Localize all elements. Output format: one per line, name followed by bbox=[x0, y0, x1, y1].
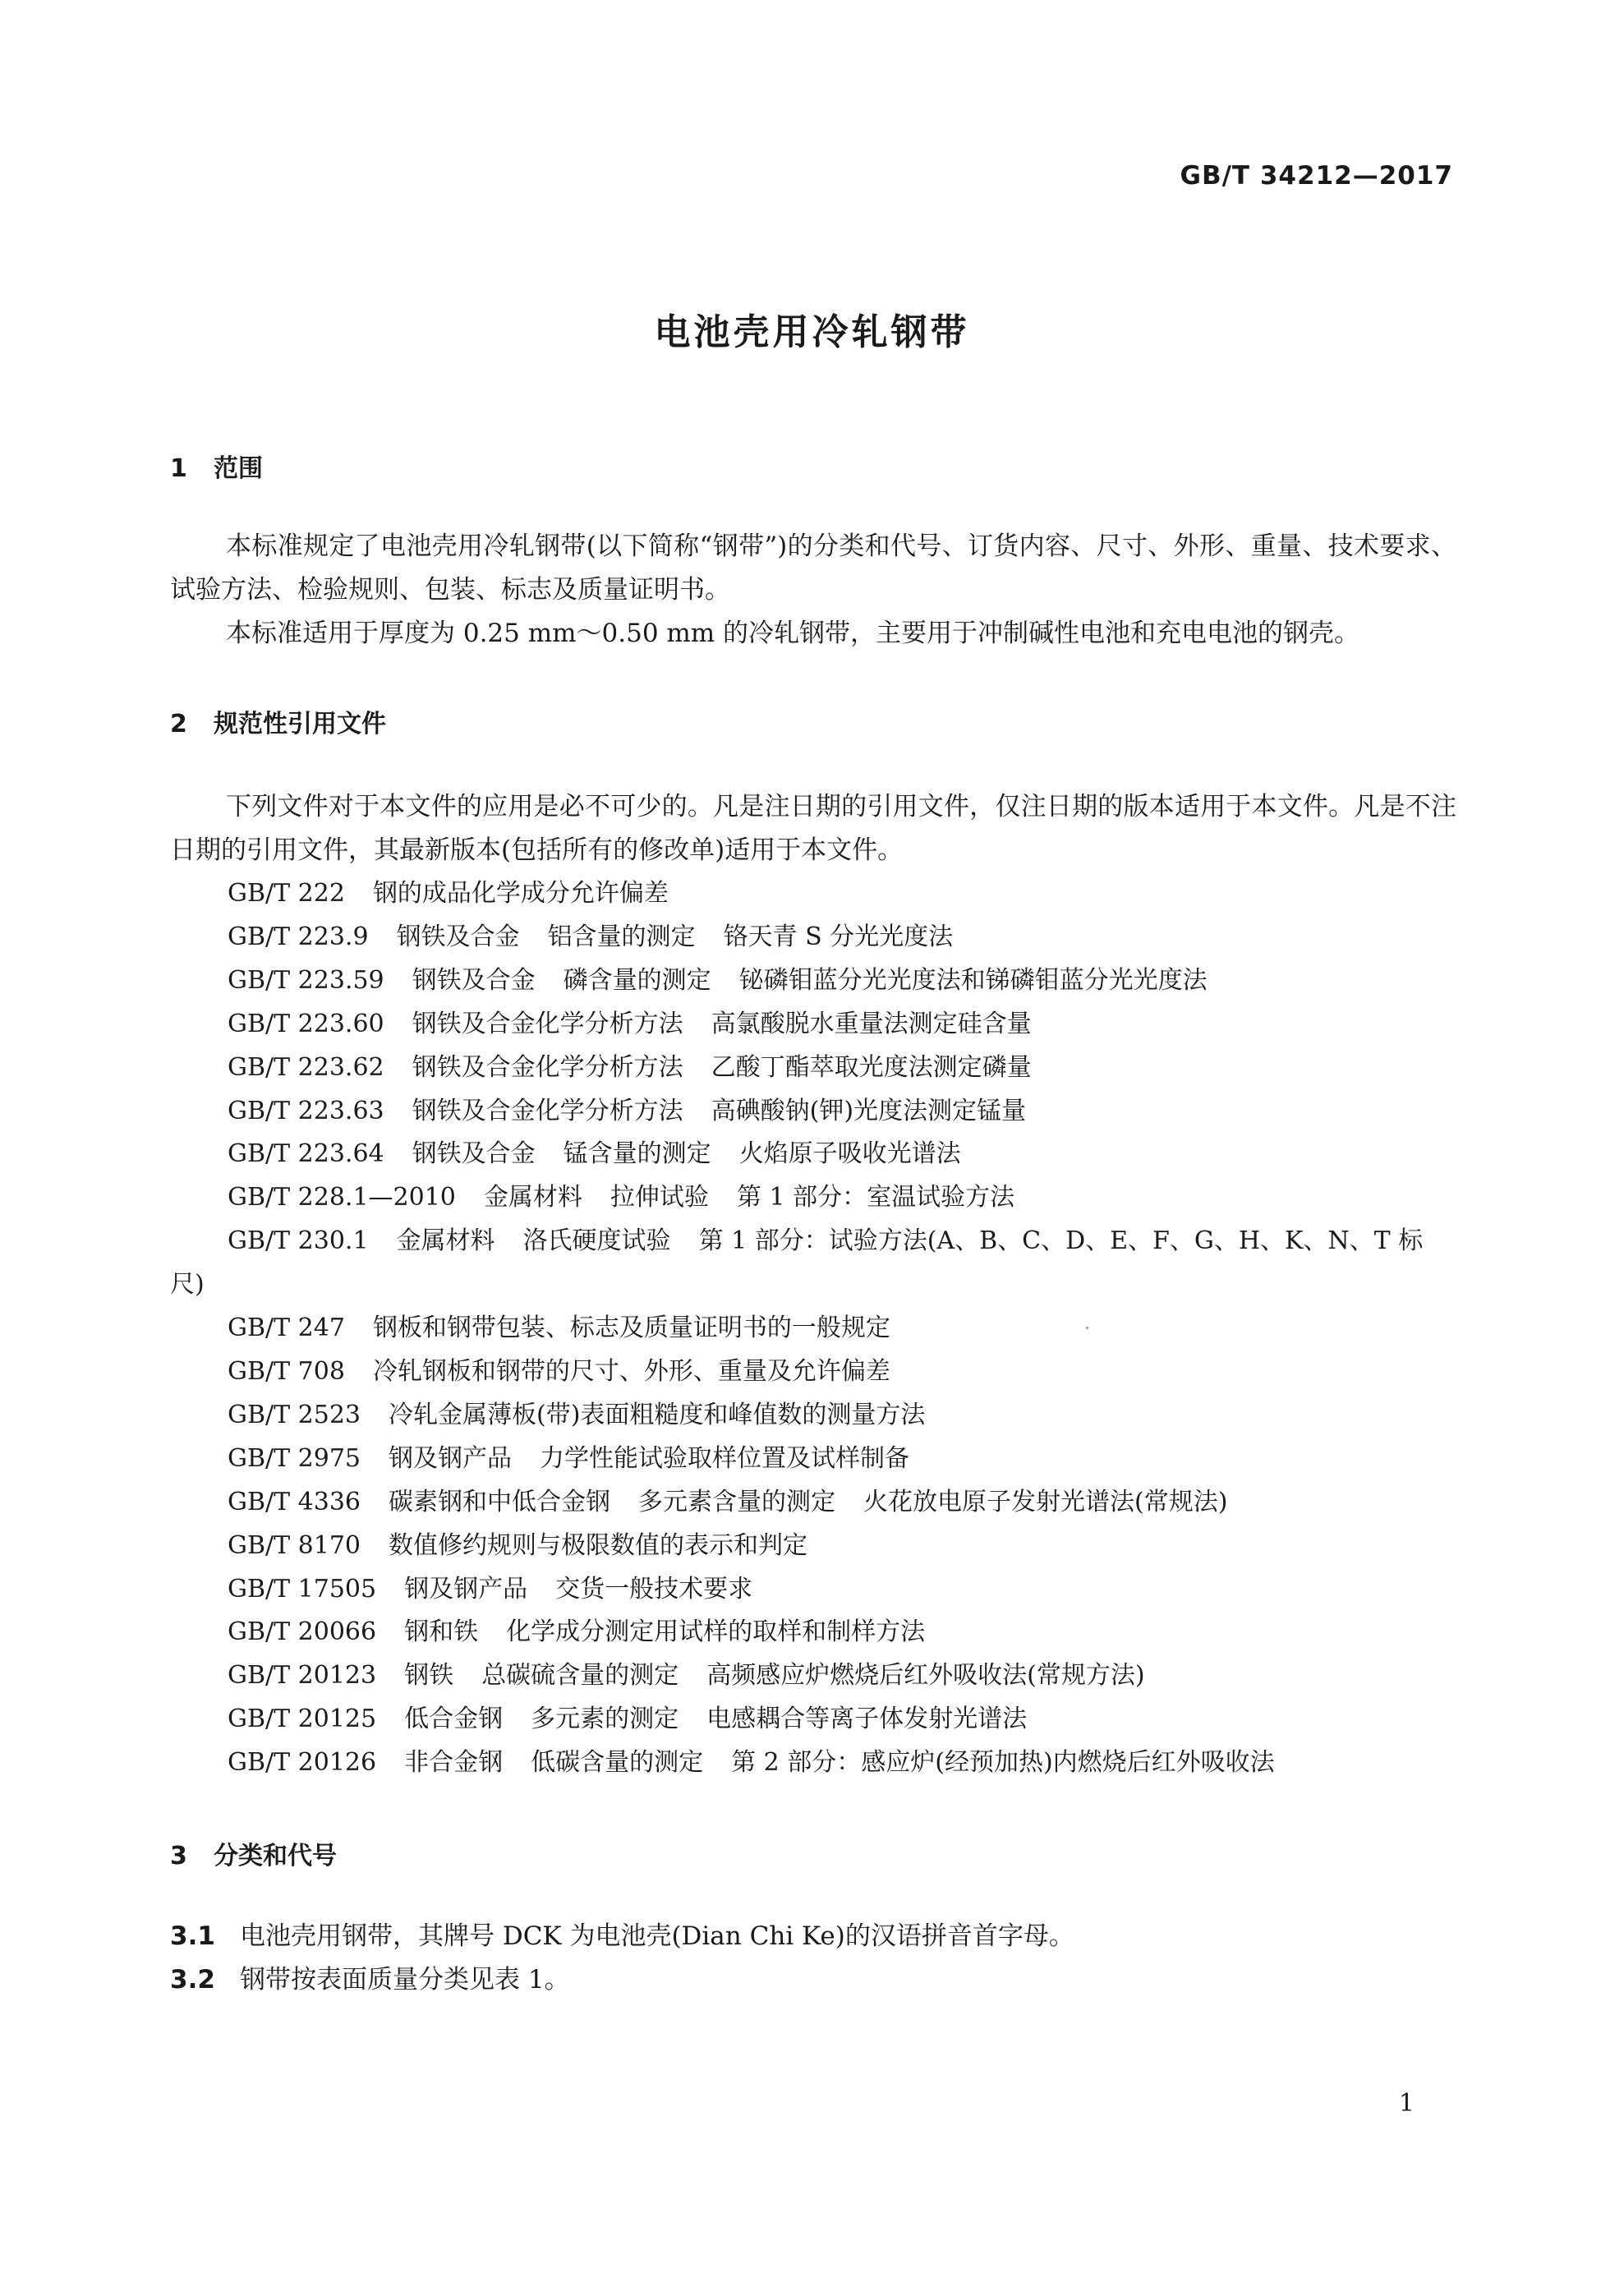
reference-item bbox=[170, 1090, 1456, 1134]
reference-code: GB/T 20123 bbox=[228, 1661, 377, 1691]
reference-subtitle: 多元素含量的测定 bbox=[638, 1487, 836, 1516]
reference-item bbox=[170, 916, 1456, 959]
reference-title: 钢板和钢带包装、标志及质量证明书的一般规定 bbox=[372, 1314, 890, 1343]
reference-item bbox=[170, 1307, 1456, 1350]
reference-title: 钢铁及合金 bbox=[396, 922, 520, 951]
standard-code: GB/T 34212—2017 bbox=[1180, 161, 1453, 191]
reference-title: 金属材料 bbox=[483, 1183, 582, 1212]
reference-item bbox=[170, 1698, 1456, 1742]
reference-method: 第 1 部分：室温试验方法 bbox=[736, 1183, 1015, 1212]
reference-subtitle: 低碳含量的测定 bbox=[531, 1748, 704, 1778]
reference-title: 钢和铁 bbox=[404, 1617, 479, 1647]
reference-item bbox=[170, 1611, 1456, 1654]
clause-3-2 bbox=[170, 1958, 570, 2002]
section-3-heading bbox=[170, 1835, 337, 1871]
reference-subtitle: 交货一般技术要求 bbox=[555, 1574, 753, 1604]
reference-code: GB/T 708 bbox=[228, 1356, 345, 1386]
reference-subtitle: 总碳硫含量的测定 bbox=[481, 1661, 679, 1691]
clause-text: 钢带按表面质量分类见表 1。 bbox=[240, 1965, 570, 1995]
reference-code: GB/T 247 bbox=[228, 1314, 345, 1343]
reference-method: 第 1 部分：试验方法(A、B、C、D、E、F、G、H、K、N、T 标尺) bbox=[170, 1226, 1424, 1300]
scope-paragraph-1: 本标准规定了电池壳用冷轧钢带(以下简称“钢带”)的分类和代号、订货内容、尺寸、外形、重量、技术要求、试验方法、检验规则、包装、标志及质量证明书。 bbox=[170, 531, 1456, 605]
reference-title: 非合金钢 bbox=[404, 1748, 504, 1778]
clause-text: 电池壳用钢带，其牌号 DCK 为电池壳(Dian Chi Ke)的汉语拼音首字母。 bbox=[240, 1921, 1074, 1951]
reference-code: GB/T 4336 bbox=[228, 1487, 361, 1516]
reference-subtitle: 乙酸丁酯萃取光度法测定磷量 bbox=[711, 1052, 1032, 1082]
clause-number: 3.1 bbox=[170, 1921, 215, 1951]
reference-subtitle: 铝含量的测定 bbox=[547, 922, 696, 951]
reference-method: 铋磷钼蓝分光光度法和锑磷钼蓝分光光度法 bbox=[738, 965, 1208, 995]
reference-item bbox=[170, 1350, 1456, 1394]
reference-title: 钢的成品化学成分允许偏差 bbox=[372, 879, 669, 908]
reference-method: 火花放电原子发射光谱法(常规法) bbox=[863, 1487, 1228, 1516]
reference-title: 钢铁及合金化学分析方法 bbox=[412, 1096, 683, 1125]
reference-subtitle: 化学成分测定用试样的取样和制样方法 bbox=[506, 1617, 926, 1647]
section-1-heading bbox=[170, 448, 263, 484]
reference-code: GB/T 222 bbox=[228, 879, 345, 908]
reference-code: GB/T 223.62 bbox=[228, 1052, 384, 1082]
clause-3-1 bbox=[170, 1915, 1074, 1958]
reference-code: GB/T 20066 bbox=[228, 1617, 377, 1647]
reference-code: GB/T 17505 bbox=[228, 1574, 377, 1604]
reference-code: GB/T 223.59 bbox=[228, 965, 384, 995]
section-number: 2 bbox=[170, 710, 187, 738]
reference-title: 钢及钢产品 bbox=[389, 1443, 513, 1473]
reference-title: 钢铁及合金化学分析方法 bbox=[412, 1009, 683, 1038]
reference-subtitle: 磷含量的测定 bbox=[563, 965, 711, 995]
section-number: 1 bbox=[170, 454, 187, 483]
reference-title: 钢铁 bbox=[404, 1661, 454, 1691]
reference-code: GB/T 230.1 bbox=[228, 1226, 369, 1256]
reference-subtitle: 力学性能试验取样位置及试样制备 bbox=[540, 1443, 910, 1473]
reference-code: GB/T 228.1—2010 bbox=[228, 1183, 456, 1212]
reference-item bbox=[170, 1568, 1456, 1612]
reference-method: 火焰原子吸收光谱法 bbox=[738, 1139, 961, 1169]
reference-item bbox=[170, 1220, 1456, 1307]
reference-code: GB/T 20125 bbox=[228, 1705, 377, 1734]
reference-item bbox=[170, 959, 1456, 1003]
reference-title: 金属材料 bbox=[396, 1226, 495, 1256]
reference-code: GB/T 223.60 bbox=[228, 1009, 384, 1038]
reference-code: GB/T 223.64 bbox=[228, 1139, 384, 1169]
section-number: 3 bbox=[170, 1842, 187, 1870]
reference-title: 冷轧钢板和钢带的尺寸、外形、重量及允许偏差 bbox=[372, 1356, 890, 1386]
reference-item bbox=[170, 1003, 1456, 1047]
reference-method: 铬天青 S 分光光度法 bbox=[723, 922, 954, 951]
reference-subtitle: 高碘酸钠(钾)光度法测定锰量 bbox=[711, 1096, 1027, 1125]
reference-subtitle: 拉伸试验 bbox=[610, 1183, 709, 1212]
section-2-heading bbox=[170, 703, 386, 739]
reference-title: 碳素钢和中低合金钢 bbox=[389, 1487, 611, 1516]
reference-item bbox=[170, 1481, 1456, 1525]
document-title: 电池壳用冷轧钢带 bbox=[654, 311, 970, 353]
reference-item bbox=[170, 1654, 1456, 1698]
reference-subtitle: 洛氏硬度试验 bbox=[522, 1226, 671, 1256]
reference-title: 钢铁及合金化学分析方法 bbox=[412, 1052, 683, 1082]
reference-item bbox=[170, 872, 1456, 916]
reference-item bbox=[170, 1047, 1456, 1090]
reference-title: 钢铁及合金 bbox=[412, 1139, 536, 1169]
scan-speck bbox=[1086, 1327, 1088, 1329]
section-title: 规范性引用文件 bbox=[214, 710, 386, 738]
reference-item bbox=[170, 1176, 1456, 1220]
reference-code: GB/T 223.63 bbox=[228, 1096, 384, 1125]
clause-number: 3.2 bbox=[170, 1965, 215, 1995]
reference-method: 电感耦合等离子体发射光谱法 bbox=[706, 1705, 1028, 1734]
reference-code: GB/T 8170 bbox=[228, 1530, 361, 1560]
scope-paragraph-2: 本标准适用于厚度为 0.25 mm～0.50 mm 的冷轧钢带，主要用于冲制碱性电池和充电电池的钢壳。 bbox=[226, 619, 1360, 648]
reference-code: GB/T 223.9 bbox=[228, 922, 369, 951]
references-intro: 下列文件对于本文件的应用是必不可少的。凡是注日期的引用文件，仅注日期的版本适用于本文件。凡是不注日期的引用文件，其最新版本(包括所有的修改单)适用于本文件。 bbox=[170, 792, 1456, 865]
reference-subtitle: 锰含量的测定 bbox=[563, 1139, 711, 1169]
reference-item bbox=[170, 1133, 1456, 1176]
reference-title: 数值修约规则与极限数值的表示和判定 bbox=[389, 1530, 808, 1560]
reference-subtitle: 高氯酸脱水重量法测定硅含量 bbox=[711, 1009, 1032, 1038]
reference-item bbox=[170, 1742, 1456, 1785]
reference-item bbox=[170, 1525, 1456, 1568]
reference-item bbox=[170, 1438, 1456, 1481]
section-title: 分类和代号 bbox=[214, 1842, 337, 1870]
page-number: 1 bbox=[1398, 2089, 1415, 2118]
reference-item bbox=[170, 1394, 1456, 1438]
reference-method: 高频感应炉燃烧后红外吸收法(常规方法) bbox=[706, 1661, 1145, 1691]
reference-method: 第 2 部分：感应炉(经预加热)内燃烧后红外吸收法 bbox=[731, 1748, 1275, 1778]
reference-title: 冷轧金属薄板(带)表面粗糙度和峰值数的测量方法 bbox=[389, 1400, 926, 1429]
reference-title: 钢及钢产品 bbox=[404, 1574, 528, 1604]
reference-list bbox=[170, 872, 1456, 1785]
section-title: 范围 bbox=[214, 454, 263, 483]
reference-title: 低合金钢 bbox=[404, 1705, 504, 1734]
reference-code: GB/T 2523 bbox=[228, 1400, 361, 1429]
reference-code: GB/T 2975 bbox=[228, 1443, 361, 1473]
reference-title: 钢铁及合金 bbox=[412, 965, 536, 995]
reference-code: GB/T 20126 bbox=[228, 1748, 377, 1778]
reference-subtitle: 多元素的测定 bbox=[531, 1705, 679, 1734]
